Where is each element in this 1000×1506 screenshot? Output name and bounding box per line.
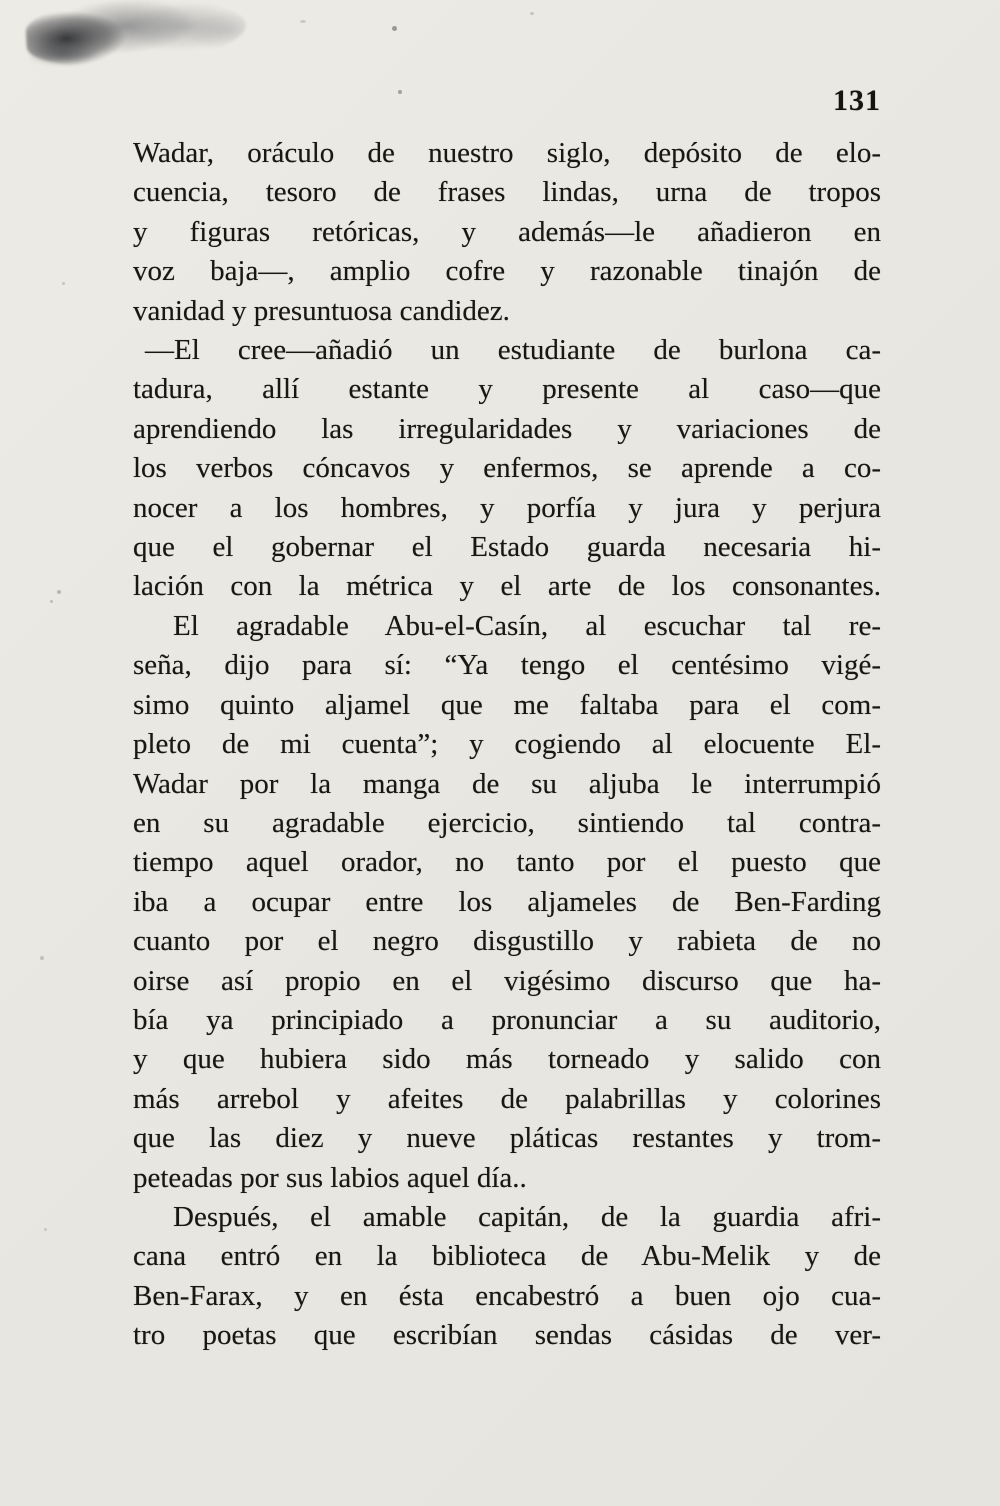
text-line: iba a ocupar entre los aljameles de Ben-Farding <box>133 885 881 918</box>
text-line: tro poetas que escribían sendas cásidas de ver- <box>133 1319 881 1352</box>
scan-speckle <box>40 956 44 960</box>
text-line: —El cree—añadió un estudiante de burlona ca- <box>145 334 881 367</box>
text-line: simo quinto aljamel que me faltaba para el com- <box>133 688 881 721</box>
text-line: nocer a los hombres, y porfía y jura y perjura <box>133 491 881 524</box>
scan-speckle <box>57 590 61 594</box>
text-line: El agradable Abu-el-Casín, al escuchar tal re- <box>173 609 881 642</box>
text-block <box>133 134 881 1356</box>
scan-speckle <box>300 20 306 23</box>
text-line: Después, el amable capitán, de la guardia afri- <box>173 1200 881 1233</box>
text-line: cuanto por el negro disgustillo y rabieta de no <box>133 925 881 958</box>
text-line: pleto de mi cuenta”; y cogiendo al elocuente El- <box>133 728 881 761</box>
scan-speckle <box>392 26 397 31</box>
scan-speckle <box>44 1228 47 1231</box>
scan-speckle <box>62 282 65 285</box>
text-line: voz baja—, amplio cofre y razonable tinajón de <box>133 255 881 288</box>
text-line: cana entró en la biblioteca de Abu-Melik y de <box>133 1240 881 1273</box>
text-line: bía ya principiado a pronunciar a su auditorio, <box>133 1003 881 1036</box>
text-line: Wadar, oráculo de nuestro siglo, depósito de elo- <box>133 137 881 169</box>
text-line: oirse así propio en el vigésimo discurso que ha- <box>133 964 881 997</box>
text-line: que las diez y nueve pláticas restantes y trom- <box>133 1122 881 1155</box>
text-line: y figuras retóricas, y además—le añadieron en <box>133 215 881 248</box>
scan-smudge-secondary <box>30 40 120 70</box>
text-line: peteadas por sus labios aquel día.. <box>133 1161 527 1194</box>
text-line: Wadar por la manga de su aljuba le interrumpió <box>133 767 881 800</box>
text-line: tadura, allí estante y presente al caso—que <box>133 373 881 406</box>
text-line: vanidad y presuntuosa candidez. <box>133 294 510 327</box>
text-line: en su agradable ejercicio, sintiendo tal contra- <box>133 806 881 839</box>
page-number: 131 <box>833 84 881 117</box>
text-line: seña, dijo para sí: “Ya tengo el centésimo vigé- <box>133 649 881 682</box>
scan-speckle <box>50 600 53 603</box>
text-line: aprendiendo las irregularidades y variaciones de <box>133 412 881 445</box>
text-line: los verbos cóncavos y enfermos, se aprende a co- <box>133 452 881 485</box>
text-line: tiempo aquel orador, no tanto por el puesto que <box>133 846 881 879</box>
text-line: más arrebol y afeites de palabrillas y colorines <box>133 1082 881 1115</box>
text-line: Ben-Farax, y en ésta encabestró a buen ojo cua- <box>133 1279 881 1312</box>
text-line: y que hubiera sido más torneado y salido con <box>133 1043 881 1076</box>
text-line: lación con la métrica y el arte de los consonantes. <box>133 570 881 603</box>
text-line: cuencia, tesoro de frases lindas, urna de tropos <box>133 176 881 209</box>
text-line: que el gobernar el Estado guarda necesaria hi- <box>133 531 881 564</box>
scan-speckle <box>530 12 534 15</box>
